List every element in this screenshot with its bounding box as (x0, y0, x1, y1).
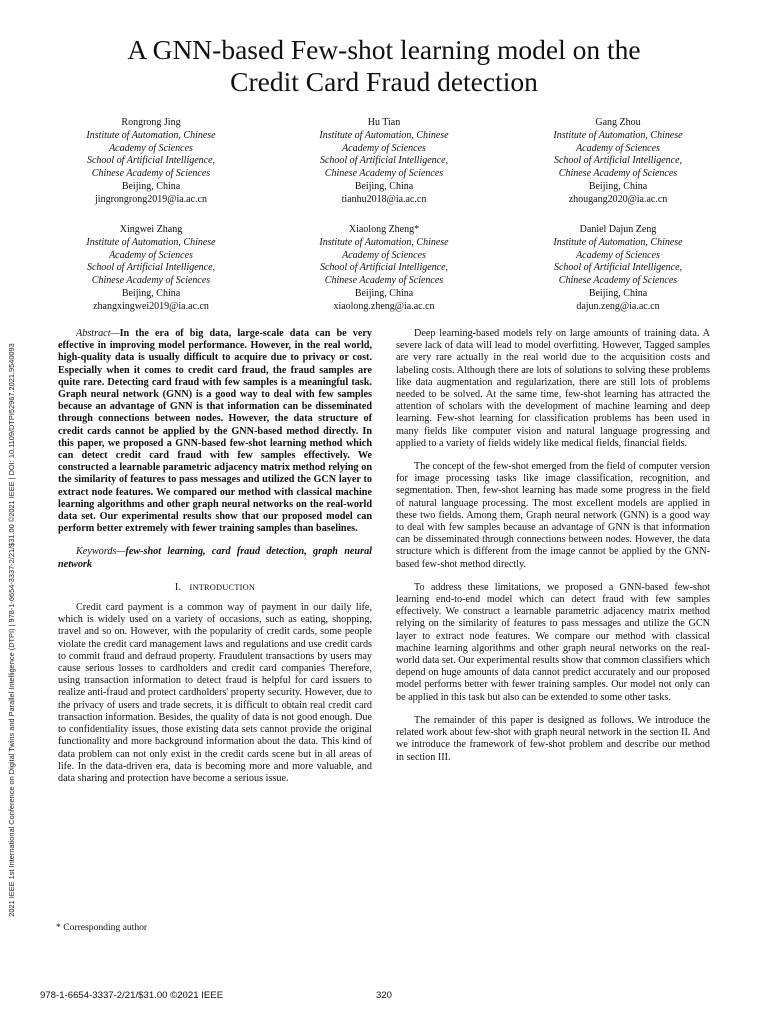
keywords-text: few-shot learning, card fraud detection, graph neural network (58, 546, 372, 570)
author-city: Beijing, China (354, 287, 414, 299)
author-email: zhougang2020@ia.ac.cn (568, 193, 668, 205)
author-affiliation: School of Artificial Intelligence, (553, 262, 683, 274)
author-email: xiaolong.zheng@ia.ac.cn (333, 300, 435, 312)
author-block (36, 224, 266, 314)
author-affiliation: School of Artificial Intelligence, (319, 262, 449, 274)
author-city: Beijing, China (121, 287, 181, 299)
page-number: 320 (376, 990, 393, 1001)
author-block (503, 117, 733, 207)
author-block (503, 224, 733, 314)
abstract-label: Abstract— (76, 328, 120, 339)
body-paragraph: The concept of the few-shot emerged from the field of computer version for image processing tasks like image classification, recognition, and segmentation. Then, few-shot learning has made some progress in the field of natural language processing. The most excellent models are applied in these two fields. Among them, Graph neural network (GNN) is a good way to deal with few samples because an advantage of GNN is that information can be disseminated through connections between nodes. However, the data structure which is different from the image cannot be applied by the GNN-based few-shot method directly. (396, 461, 710, 570)
section-heading (58, 582, 372, 594)
author-block (36, 117, 266, 207)
author-affiliation: Institute of Automation, Chinese (319, 129, 449, 141)
author-affiliation: Chinese Academy of Sciences (91, 275, 211, 287)
author-name: Rongrong Jing (121, 117, 181, 128)
author-affiliation: Institute of Automation, Chinese (86, 236, 216, 248)
author-affiliation: Chinese Academy of Sciences (324, 275, 444, 287)
author-affiliation: Institute of Automation, Chinese (86, 129, 216, 141)
author-name: Hu Tian (367, 117, 401, 128)
section-title: INTRODUCTION (189, 582, 256, 592)
author-affiliation: Academy of Sciences (342, 142, 426, 154)
author-affiliation: Chinese Academy of Sciences (558, 275, 678, 287)
intro-paragraph: Credit card payment is a common way of payment in our daily life, which is widely used on a variety of occasions, such as eating, shopping, travel and so on. However, with the popularity of credit cards, some people violate the credit card management laws and regulations and use credit cards to commit fraud and defraud property. Fraudulent transactions by users may cause serious losses to cardholders and credit card companies Therefore, using transaction information to detect fraud is helpful for card issuers to realize anti-fraud and protect cardholders' property security. However, due to the privacy of users and trade secrets, it is difficult to obtain real credit card transaction information. Besides, the quality of data is not good enough. Due to confidentiality issues, those existing data sets cannot provide the original functionality and more background information about the data. This kind of data problem can not only exist in the credit cards scene but in all areas of life. In the data-driven era, data is becoming more and more valuable, and data sharing and protection have become a serious issue. (58, 602, 372, 784)
title-line-2: Credit Card Fraud detection (230, 66, 538, 97)
author-email: tianhu2018@ia.ac.cn (341, 193, 427, 205)
author-name: Daniel Dajun Zeng (579, 224, 657, 235)
author-name: Xiaolong Zheng* (348, 224, 420, 235)
body-paragraph: Deep learning-based models rely on large amounts of training data. A severe lack of data will lead to model overfitting. However, Tagged samples are very rare actually in the real world due to the acquisition costs and labeling costs. Although there are lots of solutions to solving these problems like data augmentation and regularization, there are still lots of problems needed to be solved. At the same time, few-shot learning has attracted the attention of scholars with the development of machine learning and deep learning. Few-shot learning for classification problems has been used in many fields like computer vision and natural language progressing and applied to a variety of fields widely like medical fields, financial fields. (396, 328, 710, 449)
author-email: dajun.zeng@ia.ac.cn (576, 300, 660, 312)
paper-title (40, 34, 728, 98)
author-city: Beijing, China (121, 180, 181, 192)
author-name: Gang Zhou (595, 117, 641, 128)
author-affiliation: Institute of Automation, Chinese (553, 236, 683, 248)
author-affiliation: School of Artificial Intelligence, (86, 262, 216, 274)
section-number: I. (174, 581, 182, 593)
copyright-footer: 978-1-6654-3337-2/21/$31.00 ©2021 IEEE (40, 990, 224, 1001)
author-block (269, 224, 499, 314)
footnote: * Corresponding author (56, 922, 148, 933)
author-email: jingrongrong2019@ia.ac.cn (95, 193, 207, 205)
author-affiliation: Chinese Academy of Sciences (91, 168, 211, 180)
author-affiliation: Institute of Automation, Chinese (319, 236, 449, 248)
author-city: Beijing, China (354, 180, 414, 192)
author-affiliation: School of Artificial Intelligence, (553, 155, 683, 167)
author-email: zhangxingwei2019@ia.ac.cn (93, 300, 209, 312)
left-column (58, 328, 372, 796)
author-city: Beijing, China (588, 287, 648, 299)
keywords-label: Keywords— (76, 546, 126, 558)
author-block (269, 117, 499, 207)
author-affiliation: Academy of Sciences (342, 249, 426, 261)
author-affiliation: Chinese Academy of Sciences (558, 168, 678, 180)
title-line-1: A GNN-based Few-shot learning model on the (127, 34, 641, 65)
author-name: Xingwei Zhang (119, 224, 183, 235)
author-affiliation: Academy of Sciences (576, 142, 660, 154)
abstract (58, 328, 372, 535)
right-column (396, 328, 710, 775)
author-affiliation: Academy of Sciences (576, 249, 660, 261)
keywords (58, 546, 372, 570)
author-affiliation: Institute of Automation, Chinese (553, 129, 683, 141)
author-affiliation: Academy of Sciences (109, 142, 193, 154)
doi-sidebar: 2021 IEEE 1st International Conference on Digital Twins and Parallel Intelligence (DTPI) | 978-1-6654-3337-2/21/$31.00 ©2021 IEEE | DOI: 10.1109/DTPI52967.2021.9540093 (7, 343, 16, 917)
author-affiliation: Academy of Sciences (109, 249, 193, 261)
author-city: Beijing, China (588, 180, 648, 192)
author-affiliation: Chinese Academy of Sciences (324, 168, 444, 180)
author-affiliation: School of Artificial Intelligence, (319, 155, 449, 167)
body-paragraph: To address these limitations, we proposed a GNN-based few-shot learning end-to-end model which can detect fraud with few samples effectively. We construct a learnable parametric adjacency matrix method relying on the similarity of features to pass messages and utilize the GCN layer to extract node features. We compare our method with classical machine learning algorithms and other graph neural networks on the real-world data set. Our experimental results show that common classifiers which depend on huge amounts of data cannot predict accurately and our proposed model performs better with fewer training samples. Our model not only can be applied in this task but also can be extended to some other tasks. (396, 581, 710, 703)
body-paragraph: The remainder of this paper is designed as follows. We introduce the related work about few-shot with graph neural network in the section II. And we introduce the framework of few-shot problem and describe our method in section III. (396, 714, 710, 763)
abstract-text: In the era of big data, large-scale data can be very effective in improving model performance. However, in the real world, high-quality data is usually difficult to acquire due to privacy or cost. Especially when it comes to credit card fraud, the fraud samples are quite rare. Detecting card fraud with few samples is a meaningful task. Graph neural network (GNN) is a good way to deal with few samples because an advantage of GNN is that information can be disseminated through connections between nodes. However, the data structure of credit cards cannot be applied by the GNN-based method directly. In this paper, we proposed a GNN-based few-shot learning method which can detect credit card fraud with few samples effectively. We constructed a learnable parametric adjacency matrix method relying on the similarity of features to pass messages and utilized the GCN layer to extract node features. We compared our method with classical machine learning algorithms and other graph neural networks on the real-world data set. Our experimental results show that our proposed model can perform better extremely with fewer training samples than baselines. (58, 328, 372, 535)
author-affiliation: School of Artificial Intelligence, (86, 155, 216, 167)
